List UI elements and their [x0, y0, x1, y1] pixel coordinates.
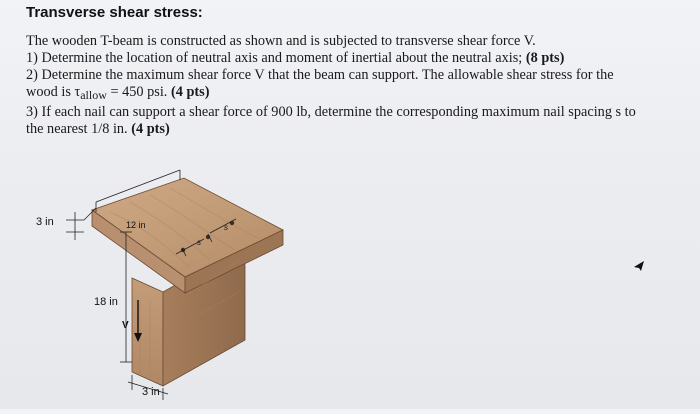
t-beam-illustration	[0, 150, 700, 409]
question-3-line-2	[26, 121, 696, 138]
spacing-label-1: s	[197, 238, 201, 247]
intro-line: The wooden T-beam is constructed as shown and is subjected to transverse shear force V.	[26, 33, 536, 49]
problem-statement	[26, 33, 696, 138]
web-front-face	[132, 278, 163, 386]
tau-symbol: τ	[74, 84, 81, 100]
web-height-label: 18 in	[94, 296, 118, 308]
question-2-line-1: 2) Determine the maximum shear force V that the beam can support. The allowable shear stress for the	[26, 67, 614, 83]
flange-width-label: 12 in	[126, 220, 146, 230]
question-3-line-1: 3) If each nail can support a shear force of 900 lb, determine the corresponding maximum nail spacing s to	[26, 104, 636, 120]
spacing-label-2: s	[224, 223, 228, 232]
question-3-points: (4 pts)	[131, 121, 170, 137]
question-2-wood: wood is	[26, 84, 75, 100]
web-width-label: 3 in	[142, 386, 160, 398]
section-heading: Transverse shear stress:	[26, 4, 203, 21]
force-label: V	[122, 320, 129, 331]
question-3-text: the nearest 1/8 in.	[26, 121, 132, 137]
allowable-stress-value: = 450 psi.	[106, 84, 171, 100]
flange-thickness-label: 3 in	[36, 216, 54, 228]
question-1-text: 1) Determine the location of neutral axis and moment of inertial about the neutral axis;	[26, 50, 526, 66]
t-beam-figure	[0, 150, 700, 409]
question-1	[26, 50, 696, 67]
question-2-points: (4 pts)	[170, 84, 210, 100]
mouse-cursor-icon	[632, 259, 646, 275]
flange-thickness-dimension	[66, 208, 96, 240]
allow-subscript: allow	[80, 88, 107, 102]
question-2-line-2	[26, 84, 696, 101]
question-1-points: (8 pts)	[525, 50, 565, 66]
